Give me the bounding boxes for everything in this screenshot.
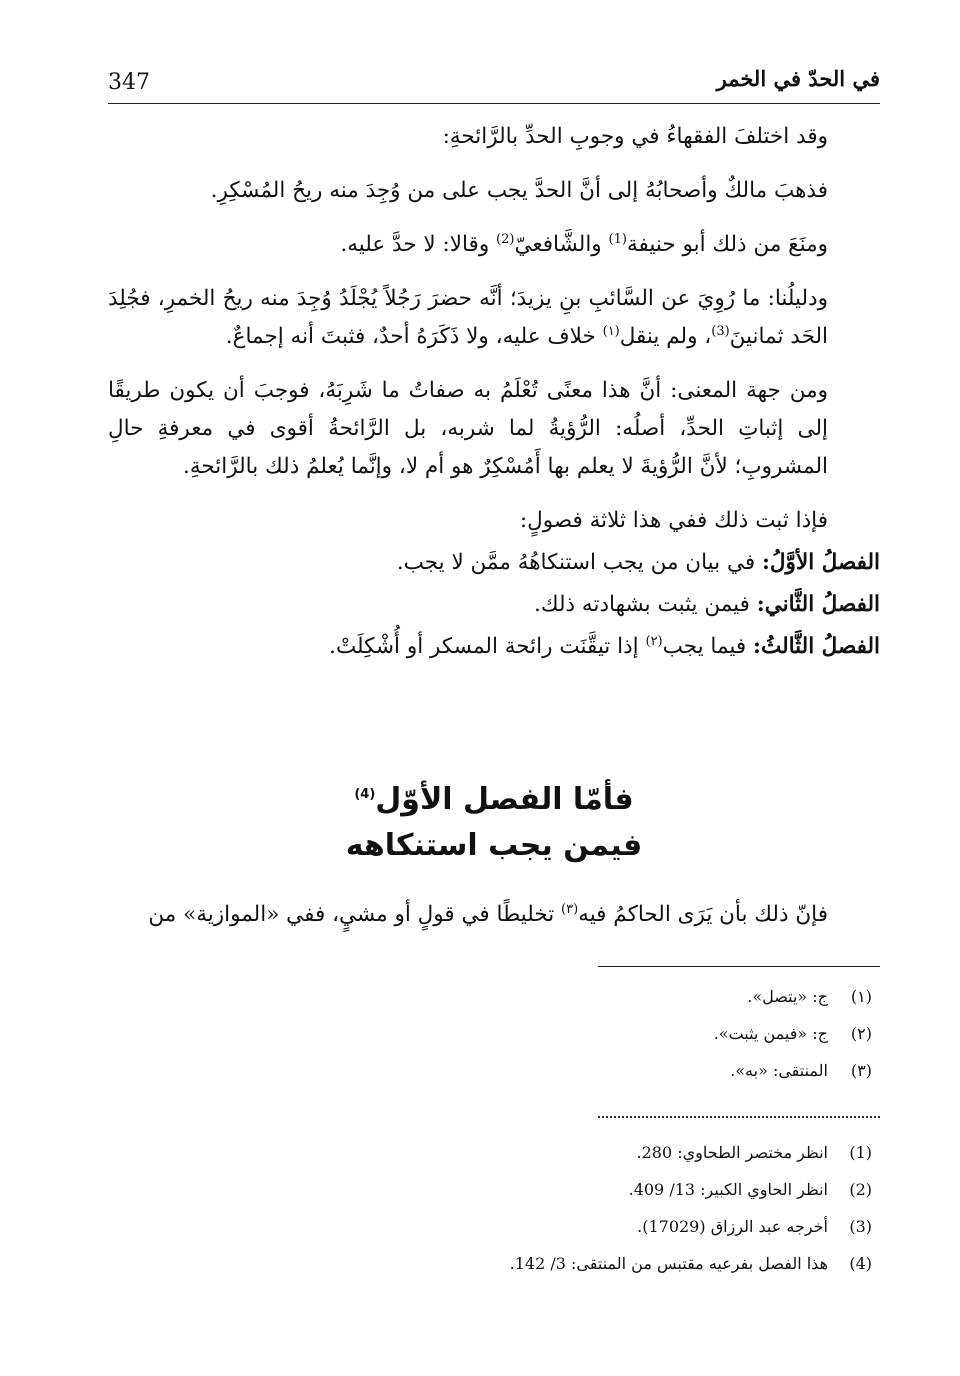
footnote-number: (٢): [850, 1024, 872, 1043]
footnote-item: [108, 1052, 880, 1089]
footnote-ref: (1): [608, 231, 627, 247]
paragraph-3: [108, 226, 880, 264]
footnote-number: (3): [849, 1217, 872, 1236]
footnote-number: (١): [850, 987, 872, 1006]
text: تخليطًا في قولٍ أو مشيٍ، ففي «الموازية» من: [148, 902, 562, 927]
footnote-text: انظر الحاوي الكبير: 13/ 409.: [628, 1180, 828, 1199]
footnote-text: أخرجه عبد الرزاق (17029).: [637, 1217, 828, 1236]
paragraph-4: [108, 280, 880, 356]
footnote-item: [108, 1015, 880, 1052]
footnote-text: ج: «يتصل».: [747, 987, 828, 1006]
title-text: فأمّا الفصل الأوّل: [375, 782, 634, 817]
footnote-number: (1): [849, 1143, 872, 1162]
closing-paragraph: [108, 896, 880, 934]
manuscript-footnotes: [108, 978, 880, 1089]
text: خلاف عليه، ولا ذَكَرَهُ أحدٌ، فثبتَ أنه إجماعٌ.: [225, 324, 603, 349]
text: وقالا: لا حدَّ عليه.: [340, 232, 497, 257]
text: ومنَعَ من ذلك أبو حنيفة: [626, 232, 828, 257]
chapter-term: الفصلُ الثَّالثُ:: [753, 634, 880, 659]
footnote-text: انظر مختصر الطحاوي: 280.: [636, 1143, 828, 1162]
footnote-item: [108, 978, 880, 1015]
footnote-ref: (3): [711, 323, 730, 339]
dotted-separator: [598, 1116, 880, 1118]
text: في بيان من يجب استنكاهُهُ ممَّن لا يجب.: [396, 550, 762, 575]
footnote-number: (2): [849, 1180, 872, 1199]
footnote-item: [108, 1208, 880, 1245]
footnote-text: المنتقى: «به».: [730, 1061, 828, 1080]
chapter-item-1: [108, 544, 880, 582]
chapter-term: الفصلُ الأوَّلُ:: [762, 550, 880, 575]
footnote-ref: (4): [354, 787, 376, 802]
chapter-term: الفصلُ الثَّاني:: [756, 592, 880, 617]
text: إذا تيقَّنَت رائحة المسكر أو أُشْكِلَتْ.: [329, 634, 646, 659]
main-text: [108, 118, 880, 670]
paragraph-6: فإذا ثبت ذلك ففي هذا ثلاثة فصولٍ:: [519, 508, 828, 533]
running-title: في الحدّ في الخمر: [716, 66, 880, 91]
footnote-number: (4): [849, 1254, 872, 1273]
footnote-text: ج: «فيمن يثبت».: [713, 1024, 828, 1043]
paragraph-1: وقد اختلفَ الفقهاءُ في وجوبِ الحدِّ بالرَّائحةِ:: [442, 124, 828, 149]
page-number: 347: [108, 70, 150, 95]
footnote-item: [108, 1134, 880, 1171]
editor-footnotes: [108, 1134, 880, 1282]
chapter-item-2: [108, 586, 880, 624]
header-rule: [108, 103, 880, 104]
footnote-ref: (٢): [645, 633, 663, 649]
footnote-ref: (٣): [561, 901, 579, 917]
footnote-number: (٣): [850, 1061, 872, 1080]
paragraph-2: فذهبَ مالكٌ وأصحابُهُ إلى أنَّ الحدَّ يجب على من وُجِدَ منه ريحُ المُسْكِرِ.: [210, 178, 828, 203]
footnote-ref: (2): [496, 231, 515, 247]
page-header: [108, 66, 880, 106]
paragraph-5: ومن جهة المعنى: أنَّ هذا معنًى تُعْلَمُ به صفاتُ ما شَرِبَهُ، فوجبَ أن يكون طريقًا إلى إثباتِ الحدِّ، أصلُه: الرُّؤيةُ لما شربه، بل الرَّائحةُ أقوى في معرفةِ حالِ المشروبِ؛ لأنَّ الرُّؤيةَ لا يعلم بها أَمُسْكِرٌ هو أم لا، وإنَّما يُعلمُ ذلك بالرَّائحةِ.: [108, 378, 828, 479]
section-subtitle: فيمن يجب استنكاهه: [345, 828, 643, 863]
chapter-item-3: [108, 628, 880, 666]
footnote-item: [108, 1245, 880, 1282]
text: فيمن يثبت بشهادته ذلك.: [534, 592, 757, 617]
footnote-text: هذا الفصل بفرعيه مقتبس من المنتقى: 3/ 142.: [509, 1254, 828, 1273]
section-title: [108, 782, 880, 817]
text: فيما يجب: [662, 634, 754, 659]
footnote-ref: (١): [602, 323, 620, 339]
text: ، ولم ينقل: [619, 324, 712, 349]
text: فإنّ ذلك بأن يَرَى الحاكمُ فيه: [578, 902, 828, 927]
text: ودليلُنا: ما رُوِيَ عن السَّائبِ بنِ يزيدَ؛ أنَّه حضرَ رَجُلاً يُجْلَدُ وُجِدَ منه ريحُ الخمرِ، فجُلِدَ الحَد ثمانينَ: [108, 286, 828, 349]
footnote-item: [108, 1171, 880, 1208]
footnote-rule: [598, 966, 880, 967]
text: والشَّافعيّ: [514, 232, 609, 257]
